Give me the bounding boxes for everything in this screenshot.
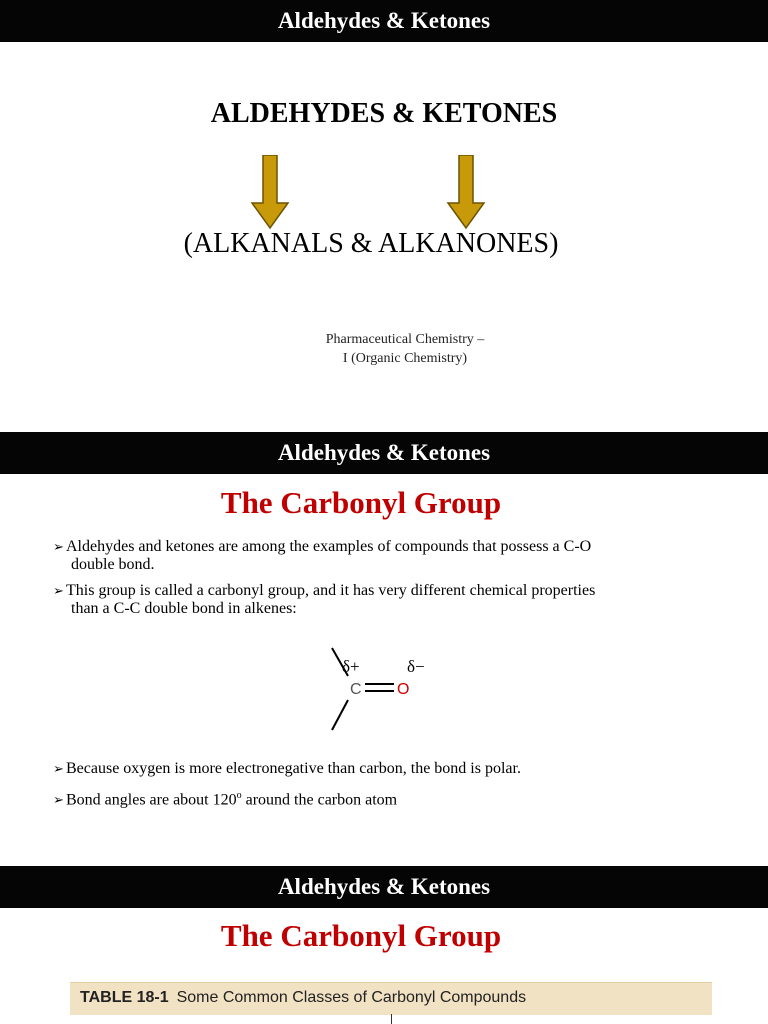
slide-1 bbox=[0, 0, 768, 420]
slide-title: The Carbonyl Group bbox=[220, 485, 502, 520]
carbonyl-structure bbox=[320, 640, 450, 735]
slide-title: ALDEHYDES & KETONES bbox=[210, 98, 558, 129]
bullet-item: ➢ This group is called a carbonyl group, and it has very different chemical properties than a C-C double bond in alkenes: bbox=[53, 582, 596, 617]
course-note-line: I (Organic Chemistry) bbox=[342, 351, 468, 366]
table-divider bbox=[391, 1014, 392, 1024]
course-note-line: Pharmaceutical Chemistry – bbox=[325, 332, 485, 347]
bullet-arrow-icon: ➢ bbox=[53, 761, 64, 776]
slide-header: Aldehydes & Ketones bbox=[0, 866, 768, 908]
oxygen-atom-label: O bbox=[397, 681, 410, 698]
down-arrow-icon bbox=[250, 155, 290, 230]
slide-subtitle: (ALKANALS & ALKANONES) bbox=[183, 228, 559, 259]
slide-header: Aldehydes & Ketones bbox=[0, 0, 768, 42]
bullet-arrow-icon: ➢ bbox=[53, 792, 64, 808]
delta-plus-label: δ+ bbox=[342, 657, 360, 676]
slide-2 bbox=[0, 432, 768, 852]
bullet-item: ➢ Because oxygen is more electronegative than carbon, the bond is polar. bbox=[53, 760, 521, 777]
bullet-arrow-icon: ➢ bbox=[53, 583, 64, 598]
slide-header: Aldehydes & Ketones bbox=[0, 432, 768, 474]
delta-minus-label: δ− bbox=[407, 657, 425, 676]
bullet-arrow-icon: ➢ bbox=[53, 539, 64, 554]
down-arrow-icon bbox=[446, 155, 486, 230]
table-caption: Some Common Classes of Carbonyl Compounds bbox=[176, 989, 527, 1006]
slide-title: The Carbonyl Group bbox=[220, 918, 502, 953]
bullet-item: ➢ Aldehydes and ketones are among the examples of compounds that possess a C-O double bond. bbox=[53, 538, 592, 573]
carbon-atom-label: C bbox=[350, 681, 362, 698]
course-note bbox=[300, 330, 510, 368]
table-number: TABLE 18-1 bbox=[80, 989, 169, 1006]
bullet-item: ➢ Bond angles are about 120$^o$ around the carbon atom bbox=[53, 790, 398, 809]
table-caption-bar bbox=[70, 982, 712, 1015]
